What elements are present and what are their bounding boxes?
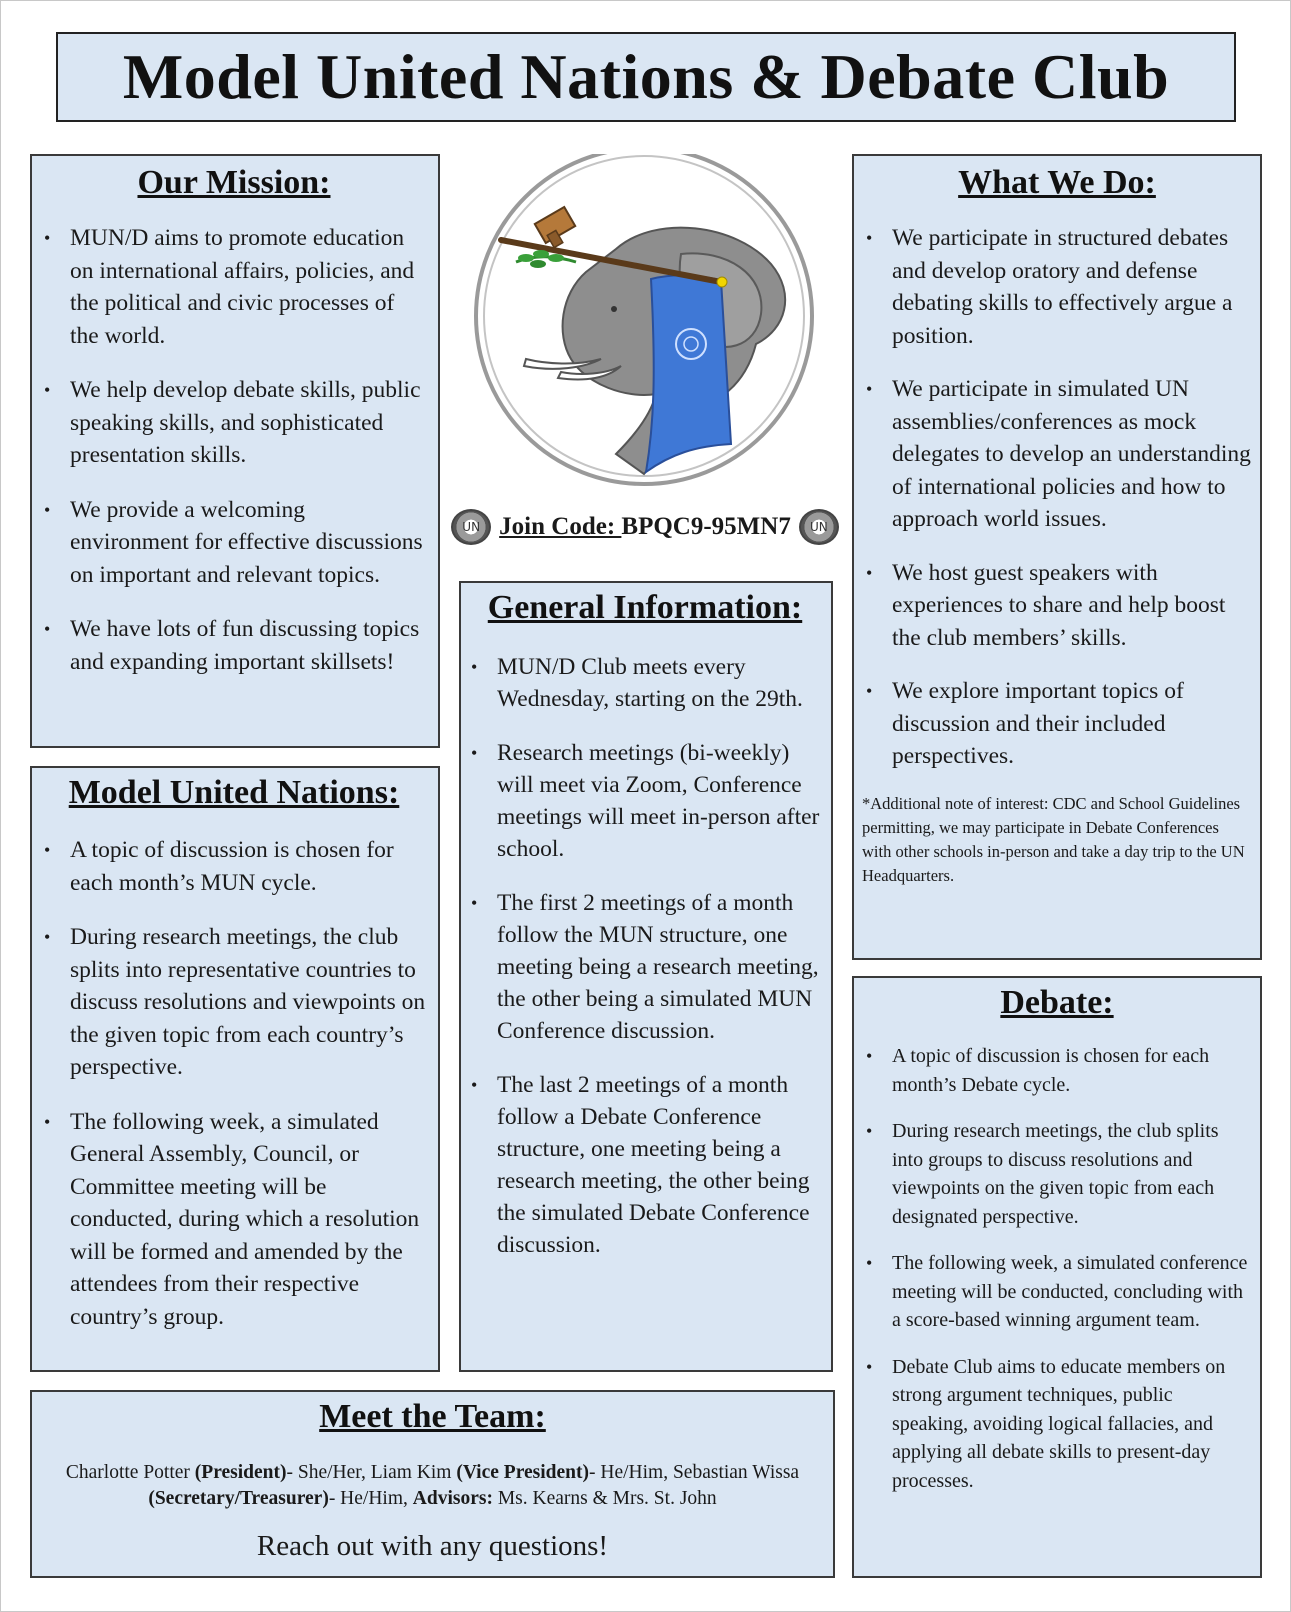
- un-emblem-icon: UN: [799, 509, 839, 545]
- club-logo: [466, 154, 822, 510]
- list-item: • The following week, a simulated General Assembly, Council, or Committee meeting will be conducted, during which a resolution will be formed and amended by the attendees from their respective country’s group.: [40, 1106, 428, 1334]
- debate-heading: Debate:: [1000, 984, 1114, 1021]
- list-item: • We explore important topics of discussion and their included perspectives.: [862, 675, 1252, 773]
- general-info-section: [459, 581, 833, 1372]
- mun-heading: Model United Nations:: [68, 774, 400, 811]
- additional-note: *Additional note of interest: CDC and School Guidelines permitting, we may participate in Debate Conferences with other schools in-person and take a day trip to the UN Headquarters.: [862, 793, 1245, 885]
- list-item: • Debate Club aims to educate members on strong argument techniques, public speaking, avoiding logical fallacies, and applying all debate skills to present-day processes.: [862, 1353, 1252, 1496]
- list-item: • A topic of discussion is chosen for each month’s MUN cycle.: [40, 834, 428, 899]
- president-pronouns: - She/Her,: [286, 1462, 371, 1483]
- vp-name: Liam Kim: [370, 1462, 457, 1483]
- mun-section: [30, 766, 440, 1372]
- advisors-names: Ms. Kearns & Mrs. St. John: [492, 1488, 717, 1509]
- reach-out-text: Reach out with any questions!: [256, 1530, 609, 1562]
- list-item: • We participate in structured debates and develop oratory and defense debating skills to effectively argue a position.: [862, 222, 1252, 352]
- join-code: [499, 513, 791, 541]
- team-section: [30, 1390, 835, 1578]
- join-code-label: Join Code:: [499, 513, 622, 540]
- team-heading: Meet the Team:: [319, 1398, 546, 1435]
- president-role: (President): [194, 1462, 287, 1483]
- list-item: • The following week, a simulated conference meeting will be conducted, concluding with a score-based winning argument team.: [862, 1249, 1252, 1335]
- what-we-do-section: [852, 154, 1262, 960]
- list-item: • The first 2 meetings of a month follow the MUN structure, one meeting being a research meeting, the other being a simulated MUN Conference discussion.: [467, 887, 823, 1047]
- vp-role: (Vice President): [456, 1462, 589, 1483]
- list-item: • A topic of discussion is chosen for each month’s Debate cycle.: [862, 1042, 1252, 1099]
- un-emblem-icon: UN: [451, 509, 491, 545]
- list-item: • We participate in simulated UN assemblies/conferences as mock delegates to develop an understanding of international policies and how to approach world issues.: [862, 373, 1252, 536]
- list-item: • Research meetings (bi-weekly) will meet via Zoom, Conference meetings will meet in-person after school.: [467, 737, 823, 865]
- list-item: • We have lots of fun discussing topics and expanding important skillsets!: [40, 613, 428, 678]
- what-we-do-heading: What We Do:: [958, 164, 1156, 201]
- list-item: • During research meetings, the club splits into groups to discuss resolutions and viewpoints on the given topic from each designated perspective.: [862, 1117, 1252, 1231]
- mission-section: [30, 154, 440, 748]
- mun-list: [40, 834, 428, 1333]
- elephant-with-un-flag-icon: [466, 154, 822, 510]
- team-members: [44, 1460, 821, 1512]
- secretary-name: Sebastian Wissa: [672, 1462, 800, 1483]
- what-we-do-list: [862, 222, 1252, 773]
- join-code-value: BPQC9-95MN7: [621, 513, 791, 540]
- mission-list: [40, 222, 428, 678]
- general-heading: General Information:: [487, 589, 803, 626]
- list-item: • We host guest speakers with experiences to share and help boost the club members’ skills.: [862, 557, 1252, 655]
- list-item: • MUN/D aims to promote education on international affairs, policies, and the political and civic processes of the world.: [40, 222, 428, 352]
- general-list: [467, 651, 823, 1261]
- list-item: • We help develop debate skills, public speaking skills, and sophisticated presentation skills.: [40, 374, 428, 472]
- vp-pronouns: - He/Him,: [589, 1462, 673, 1483]
- list-item: • We provide a welcoming environment for effective discussions on important and relevant topics.: [40, 494, 428, 592]
- secretary-pronouns: - He/Him,: [328, 1488, 413, 1509]
- page-title: Model United Nations & Debate Club: [122, 41, 1170, 112]
- president-name: Charlotte Potter: [65, 1462, 195, 1483]
- list-item: • MUN/D Club meets every Wednesday, starting on the 29th.: [467, 651, 823, 715]
- debate-list: [862, 1042, 1252, 1495]
- mission-heading: Our Mission:: [137, 164, 331, 201]
- join-code-row: [440, 505, 850, 549]
- list-item: • The last 2 meetings of a month follow a Debate Conference structure, one meeting being a research meeting, the other being the simulated Debate Conference discussion.: [467, 1069, 823, 1261]
- advisors-label: Advisors:: [412, 1488, 493, 1509]
- title-banner: [56, 32, 1236, 122]
- debate-section: [852, 976, 1262, 1578]
- secretary-role: (Secretary/Treasurer): [148, 1488, 329, 1509]
- list-item: • During research meetings, the club splits into representative countries to discuss resolutions and viewpoints on the given topic from each country’s perspective.: [40, 921, 428, 1084]
